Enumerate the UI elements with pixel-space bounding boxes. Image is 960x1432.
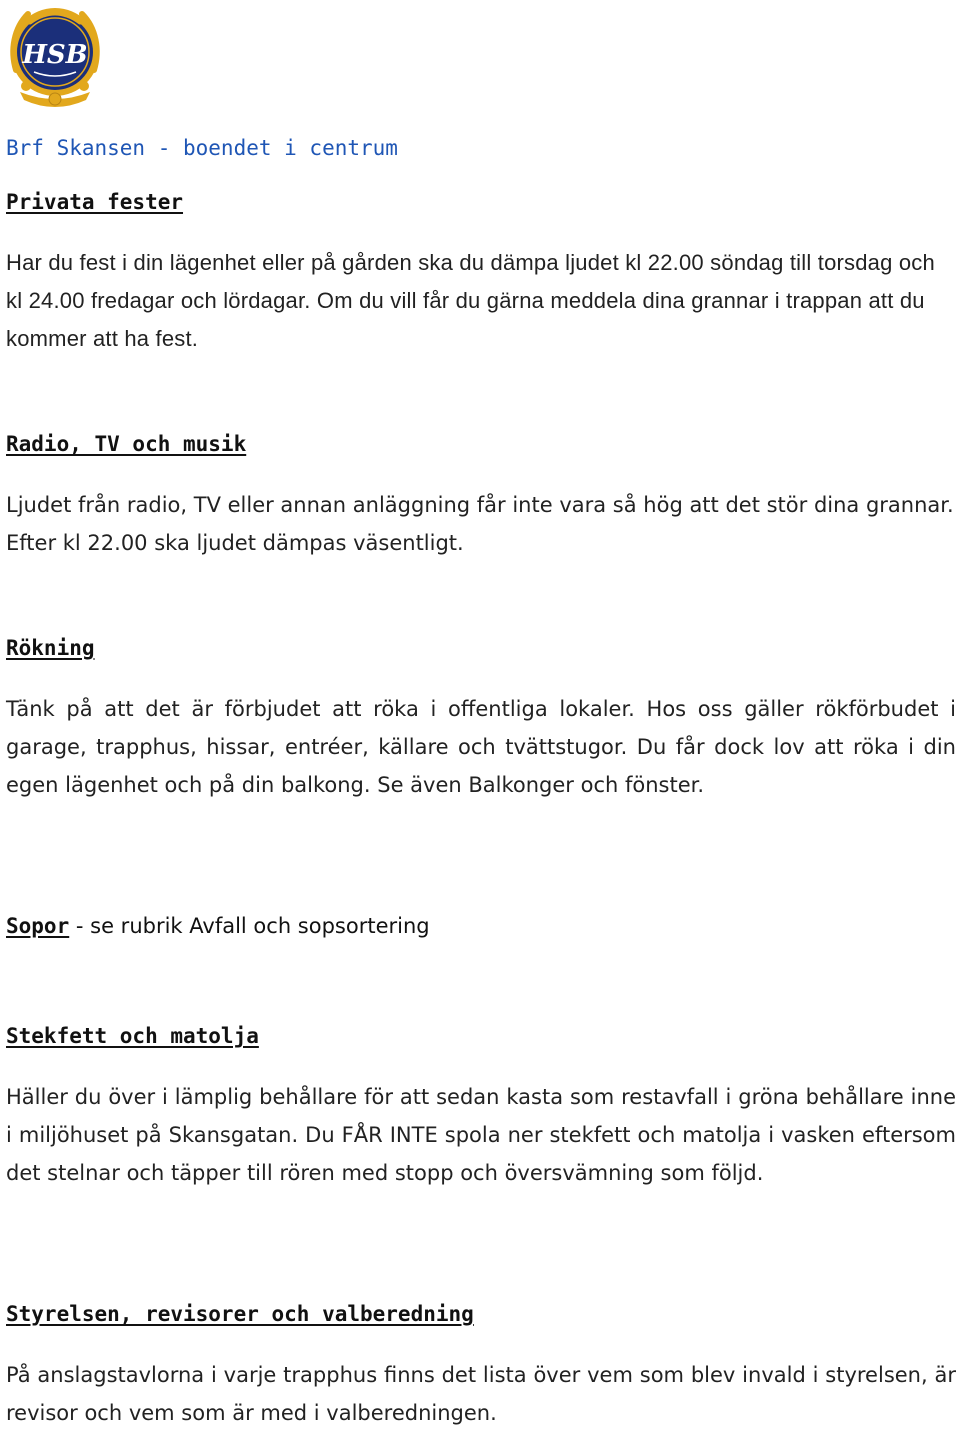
sopor-line <box>6 914 956 940</box>
section-heading: Stekfett och matolja <box>6 1024 259 1048</box>
section-heading: Radio, TV och musik <box>6 432 247 456</box>
section-body: Häller du över i lämplig behållare för att sedan kasta som restavfall i gröna behållare inne i miljöhuset på Skansgatan. Du FÅR INTE spola ner stekfett och matolja i vasken eftersom det stelnar och täpper till rören med stopp och översvämning som följd. <box>6 1085 956 1185</box>
section-styrelsen <box>6 1302 956 1432</box>
section-heading: Privata fester <box>6 190 184 214</box>
sopor-reference: - se rubrik Avfall och sopsortering <box>69 914 430 938</box>
site-title: Brf Skansen - boendet i centrum <box>6 136 398 160</box>
hsb-logo-icon <box>6 0 104 112</box>
section-body: Tänk på att det är förbjudet att röka i offentliga lokaler. Hos oss gäller rökförbudet i garage, trapphus, hissar, entréer, källare och tvättstugor. Du får dock lov att röka i din egen lägenhet och på din balkong. Se även Balkonger och fönster. <box>6 697 956 797</box>
logo-text: HSB <box>22 40 88 70</box>
section-heading: Rökning <box>6 636 95 660</box>
section-stekfett-matolja <box>6 1024 956 1192</box>
section-heading: Sopor <box>6 914 70 938</box>
section-rokning <box>6 636 956 804</box>
section-heading: Styrelsen, revisorer och valberedning <box>6 1302 474 1326</box>
section-body: På anslagstavlorna i varje trapphus finns det lista över vem som blev invald i styrelsen, är revisor och vem som är med i valberedningen. <box>6 1363 956 1425</box>
section-radio-tv-musik <box>6 432 956 562</box>
section-body: Har du fest i din lägenhet eller på gården ska du dämpa ljudet kl 22.00 söndag till torsdag och kl 24.00 fredagar och lördagar. Om du vill får du gärna meddela dina grannar i trappan att du kommer att ha fest. <box>6 250 935 351</box>
section-sopor <box>6 914 956 940</box>
section-privata-fester <box>6 190 956 358</box>
section-body: Ljudet från radio, TV eller annan anläggning får inte vara så hög att det stör dina grannar. Efter kl 22.00 ska ljudet dämpas väsentligt. <box>6 493 954 555</box>
hsb-logo <box>6 0 104 112</box>
